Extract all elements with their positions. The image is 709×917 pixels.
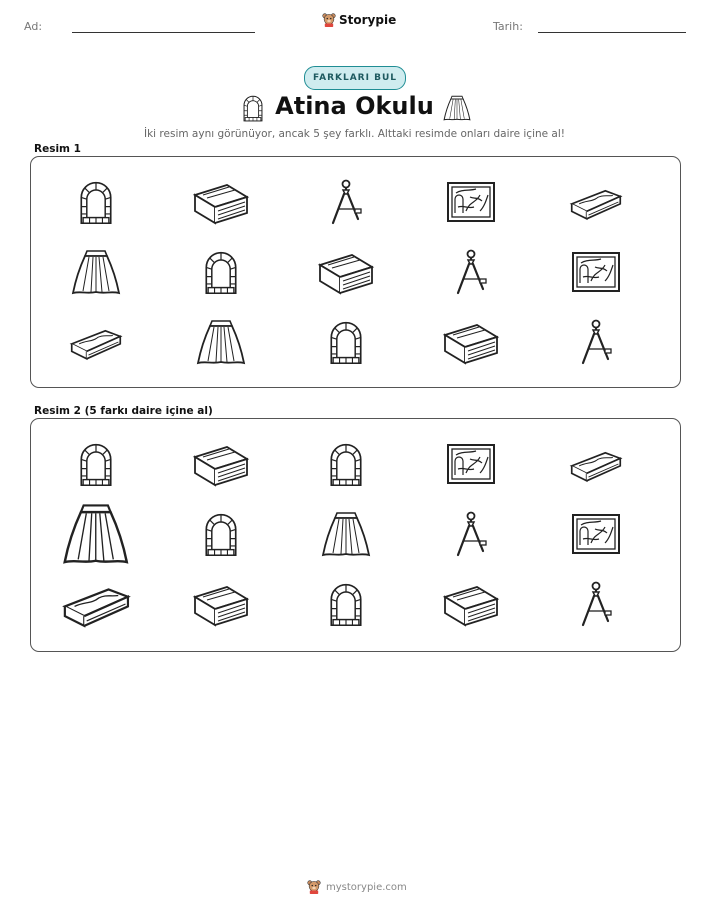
painting-icon bbox=[446, 180, 496, 224]
brand-name: Storypie bbox=[339, 13, 397, 27]
compass-icon bbox=[576, 317, 616, 367]
cape-icon bbox=[321, 509, 371, 559]
picture1-painting-r2c5 bbox=[571, 250, 621, 294]
picture2-painting-r1c4[interactable] bbox=[446, 442, 496, 486]
picture2-panel[interactable] bbox=[30, 418, 681, 652]
brand-logo bbox=[322, 13, 396, 27]
picture1-painting-r1c4 bbox=[446, 180, 496, 224]
book-icon bbox=[316, 247, 376, 297]
date-label: Tarih: bbox=[493, 20, 523, 33]
painting-icon bbox=[571, 512, 621, 556]
picture1-scroll-r1c5 bbox=[568, 182, 624, 222]
picture1-arch-window-r1c1 bbox=[74, 179, 118, 225]
picture1-arch-window-r3c3 bbox=[324, 319, 368, 365]
picture2-painting-r2c5[interactable] bbox=[571, 512, 621, 556]
date-line[interactable] bbox=[538, 32, 686, 33]
picture1-compass-r3c5 bbox=[576, 317, 616, 367]
picture2-arch-window-r1c1[interactable] bbox=[74, 441, 118, 487]
picture1-label: Resim 1 bbox=[34, 143, 81, 155]
picture2-book-r1c2[interactable] bbox=[191, 439, 251, 489]
picture2-arch-window-r2c2[interactable] bbox=[199, 511, 243, 557]
footer-url[interactable]: mystorypie.com bbox=[326, 881, 407, 893]
compass-icon bbox=[451, 509, 491, 559]
arch-window-icon bbox=[199, 511, 243, 557]
compass-icon bbox=[451, 247, 491, 297]
picture2-scroll-r3c1[interactable] bbox=[60, 578, 133, 630]
arch-window-icon bbox=[74, 179, 118, 225]
activity-badge: FARKLARI BUL bbox=[304, 66, 406, 90]
scroll-icon bbox=[68, 322, 124, 362]
compass-icon bbox=[576, 579, 616, 629]
picture2-book-r3c2[interactable] bbox=[191, 579, 251, 629]
page-title: Atina Okulu bbox=[275, 92, 434, 120]
picture1-panel bbox=[30, 156, 681, 388]
book-icon bbox=[191, 177, 251, 227]
book-icon bbox=[441, 317, 501, 367]
cape-icon bbox=[62, 500, 130, 568]
picture2-cape-r2c1[interactable] bbox=[62, 500, 130, 568]
picture1-book-r3c4 bbox=[441, 317, 501, 367]
book-icon bbox=[441, 579, 501, 629]
picture2-label: Resim 2 (5 farkı daire içine al) bbox=[34, 405, 213, 417]
picture2-compass-r2c4[interactable] bbox=[451, 509, 491, 559]
arch-window-icon bbox=[324, 319, 368, 365]
footer bbox=[307, 880, 407, 894]
picture1-book-r2c3 bbox=[316, 247, 376, 297]
picture1-book-r1c2 bbox=[191, 177, 251, 227]
picture2-cape-r2c3[interactable] bbox=[321, 509, 371, 559]
scroll-icon bbox=[60, 578, 133, 630]
picture1-compass-r1c3 bbox=[326, 177, 366, 227]
instructions: İki resim aynı görünüyor, ancak 5 şey farklı. Alttaki resimde onları daire içine al! bbox=[144, 128, 565, 140]
bear-logo-icon bbox=[322, 13, 336, 27]
arch-window-icon bbox=[324, 581, 368, 627]
picture1-cape-r3c2 bbox=[196, 317, 246, 367]
book-icon bbox=[191, 439, 251, 489]
arch-window-icon bbox=[74, 441, 118, 487]
cape-icon bbox=[443, 94, 471, 122]
picture2-arch-window-r1c3[interactable] bbox=[324, 441, 368, 487]
picture2-arch-window-r3c3[interactable] bbox=[324, 581, 368, 627]
picture1-cape-r2c1 bbox=[71, 247, 121, 297]
compass-icon bbox=[326, 177, 366, 227]
picture2-scroll-r1c5[interactable] bbox=[568, 444, 624, 484]
bear-logo-icon bbox=[307, 880, 321, 894]
painting-icon bbox=[446, 442, 496, 486]
arch-window-icon bbox=[324, 441, 368, 487]
cape-icon bbox=[71, 247, 121, 297]
cape-icon bbox=[196, 317, 246, 367]
scroll-icon bbox=[568, 182, 624, 222]
picture2-compass-r3c5[interactable] bbox=[576, 579, 616, 629]
scroll-icon bbox=[568, 444, 624, 484]
picture1-scroll-r3c1 bbox=[68, 322, 124, 362]
arch-window-icon bbox=[199, 249, 243, 295]
picture1-arch-window-r2c2 bbox=[199, 249, 243, 295]
painting-icon bbox=[571, 250, 621, 294]
picture2-book-r3c4[interactable] bbox=[441, 579, 501, 629]
name-line[interactable] bbox=[72, 32, 255, 33]
picture1-compass-r2c4 bbox=[451, 247, 491, 297]
book-icon bbox=[191, 579, 251, 629]
name-label: Ad: bbox=[24, 20, 43, 33]
